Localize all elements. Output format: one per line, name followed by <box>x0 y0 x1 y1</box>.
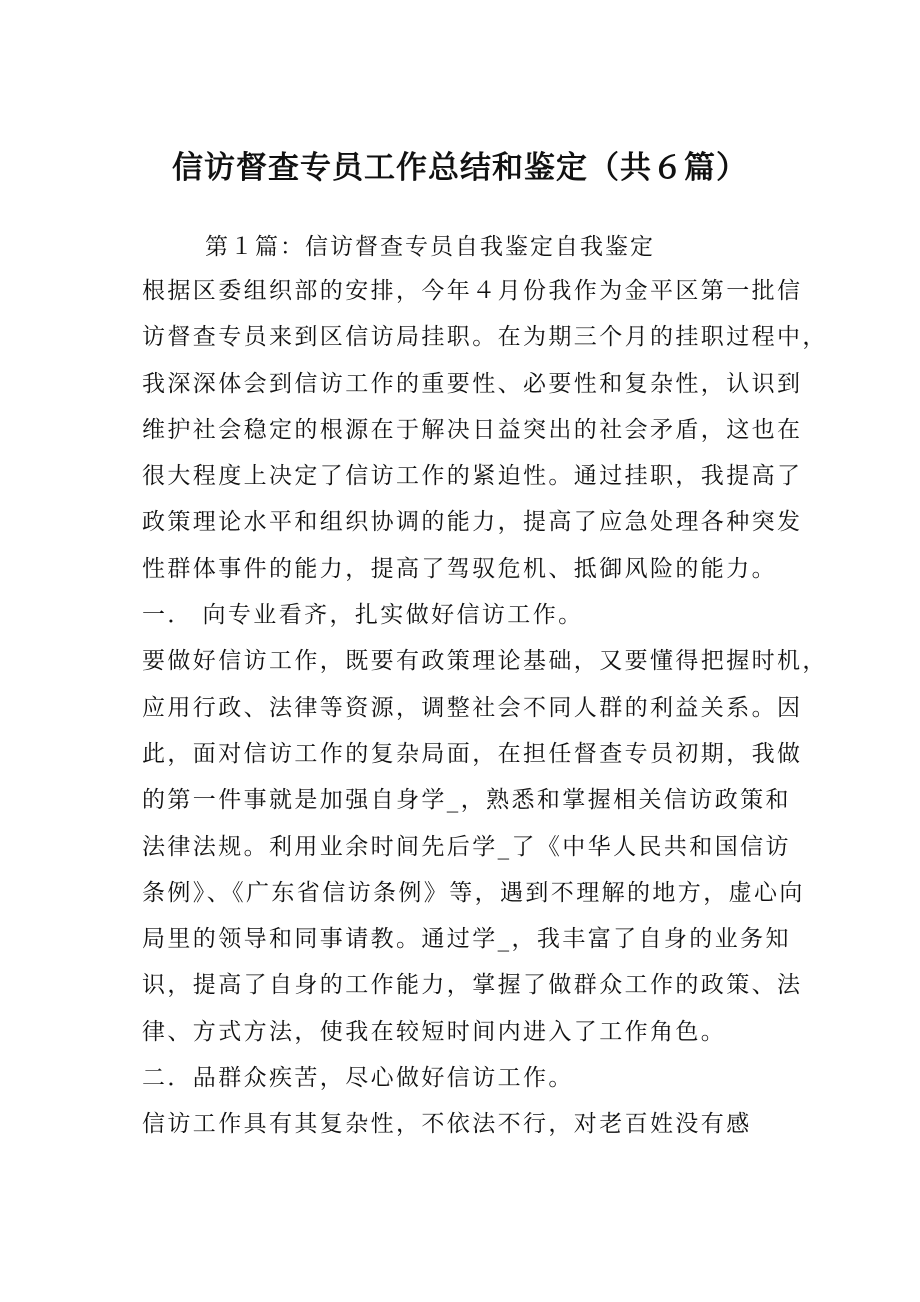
text-line: 性群体事件的能力，提高了驾驭危机、抵御风险的能力。 <box>142 555 777 582</box>
text-line: 维护社会稳定的根源在于解决日益突出的社会矛盾，这也在 <box>142 416 803 443</box>
document-body <box>142 268 828 1148</box>
text-line: 条例》、《广东省信访条例》等，遇到不理解的地方，虚心向 <box>142 879 805 906</box>
text-line: 访督查专员来到区信访局挂职。在为期三个月的挂职过程中， <box>142 324 828 351</box>
text-line: 信访工作具有其复杂性，不依法不行，对老百姓没有感 <box>142 1111 752 1138</box>
text-line: 很大程度上决定了信访工作的紧迫性。通过挂职，我提高了 <box>142 463 803 490</box>
text-line: 应用行政、法律等资源，调整社会不同人群的利益关系。因 <box>142 694 803 721</box>
section-heading-1: 一． 向专业看齐，扎实做好信访工作。 <box>142 602 584 629</box>
section-heading-2: 二．品群众疾苦，尽心做好信访工作。 <box>142 1065 574 1092</box>
text-line: 法律法规。利用业余时间先后学_了《中华人民共和国信访 <box>142 833 791 860</box>
text-line: 此，面对信访工作的复杂局面，在担任督查专员初期，我做 <box>142 740 803 767</box>
text-line: 的第一件事就是加强自身学_，熟悉和掌握相关信访政策和 <box>142 787 791 814</box>
document-title: 信访督查专员工作总结和鉴定（共６篇） <box>172 150 748 186</box>
text-line: 政策理论水平和组织协调的能力，提高了应急处理各种突发 <box>142 509 803 536</box>
text-line: 要做好信访工作，既要有政策理论基础，又要懂得把握时机， <box>142 648 828 675</box>
text-line: 局里的领导和同事请教。通过学_，我丰富了自身的业务知 <box>142 926 791 953</box>
text-line: 律、方式方法，使我在较短时间内进入了工作角色。 <box>142 1018 727 1045</box>
text-line: 我深深体会到信访工作的重要性、必要性和复杂性，认识到 <box>142 370 803 397</box>
text-line: 识，提高了自身的工作能力，掌握了做群众工作的政策、法 <box>142 972 803 999</box>
section-subtitle: 第１篇：信访督查专员自我鉴定自我鉴定 <box>205 234 655 260</box>
text-line: 根据区委组织部的安排，今年４月份我作为金平区第一批信 <box>142 278 803 304</box>
